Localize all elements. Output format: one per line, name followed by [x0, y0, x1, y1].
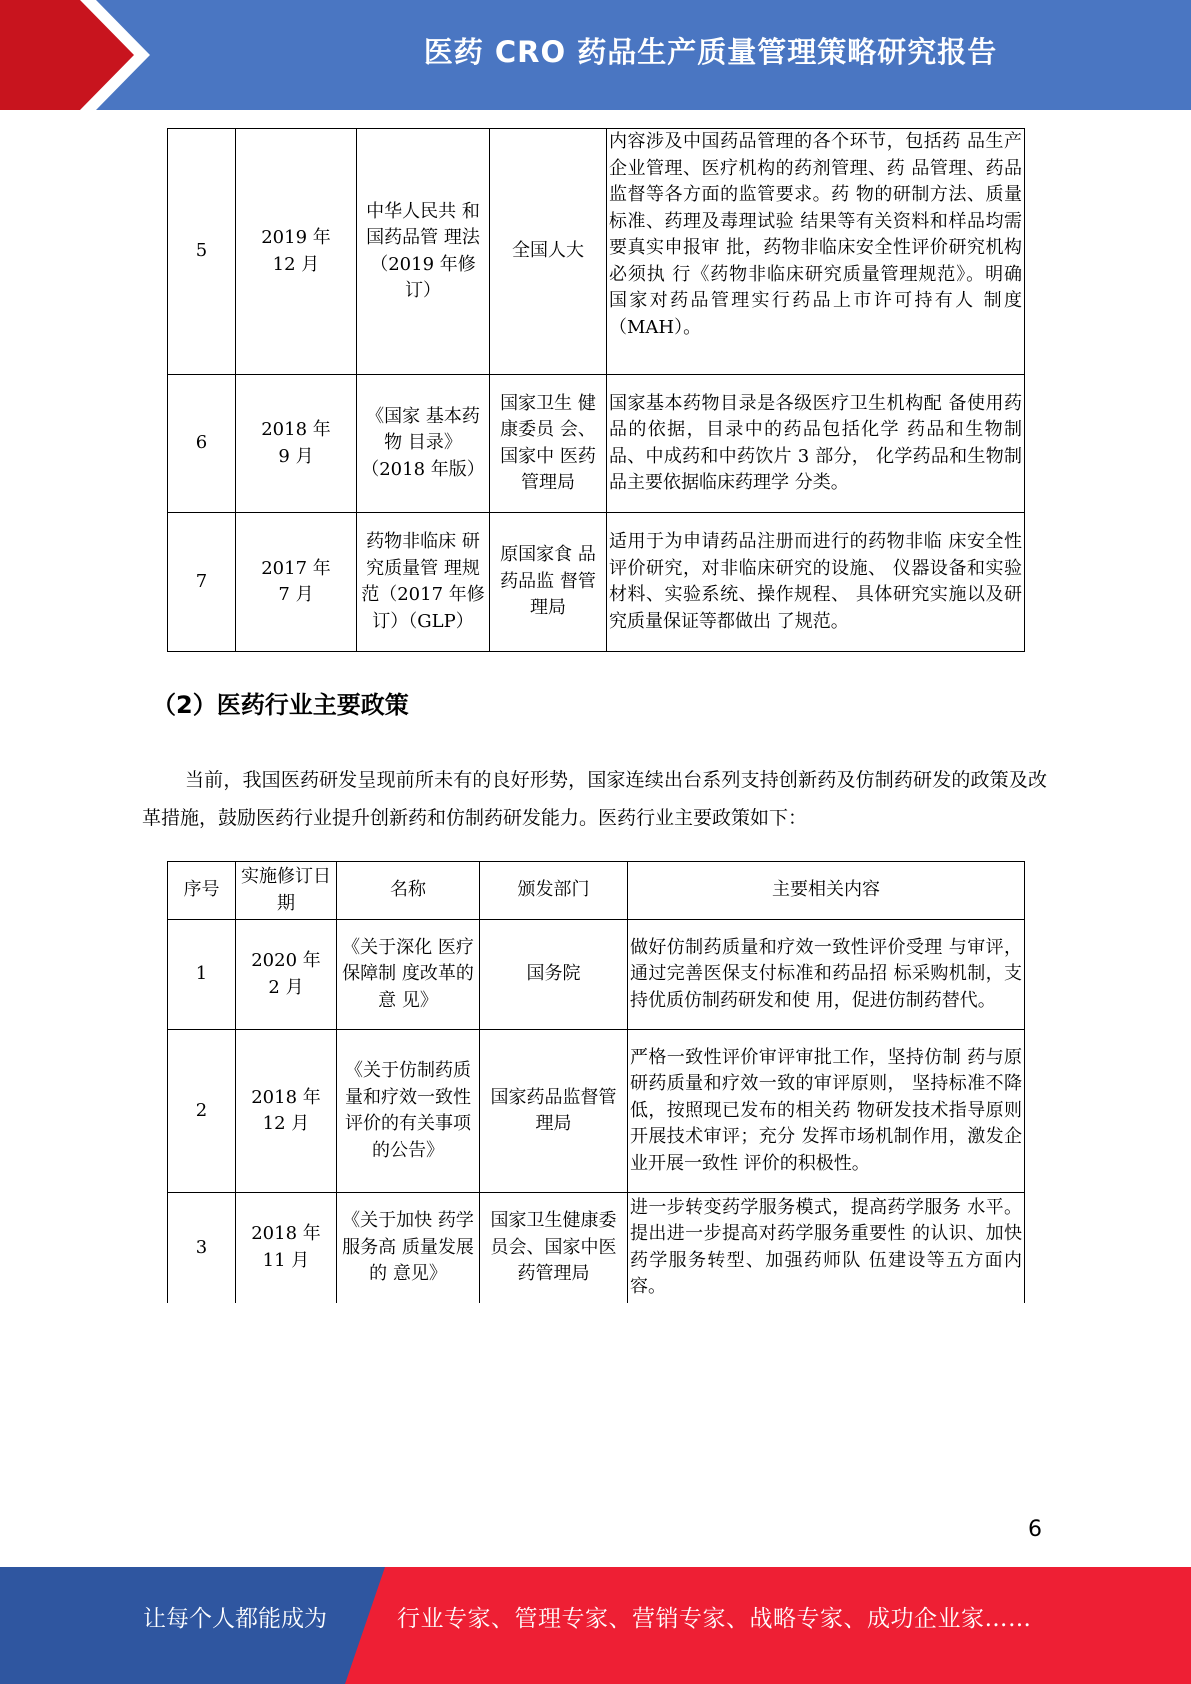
footer-slogan-left: 让每个人都能成为: [143, 1606, 327, 1632]
table-row: [168, 129, 1025, 375]
row-dept: 国家卫生 健康委员 会、国家中 医药管理局: [490, 375, 607, 513]
row-dept: 国家药品监督管理局: [480, 1030, 628, 1193]
row-name: 中华人民共 和国药品管 理法（2019 年修订）: [357, 129, 490, 375]
footer-slogan-right: 行业专家、管理专家、营销专家、战略专家、成功企业家……: [397, 1606, 1032, 1632]
row-dept: 原国家食 品药品监 督管理局: [490, 513, 607, 652]
row-number: 5: [168, 129, 236, 375]
footer-banner: [0, 1567, 1191, 1684]
section-heading: （2）医药行业主要政策: [152, 691, 409, 719]
row-number: 3: [168, 1193, 236, 1303]
row-content: 严格一致性评价审评审批工作，坚持仿制 药与原研药质量和疗效一致的审评原则， 坚持标准不降低，按照现已发布的相关药 物研发技术指导原则开展技术审评；充分 发挥市场机制作用，激发企业开展一致性 评价的积极性。: [628, 1030, 1025, 1193]
row-date: 2018 年 11 月: [236, 1193, 337, 1303]
row-content: 做好仿制药质量和疗效一致性评价受理 与审评，通过完善医保支付标准和药品招 标采购机制，支持优质仿制药研发和使 用，促进仿制药替代。: [628, 920, 1025, 1030]
table-row: [168, 1030, 1025, 1193]
row-dept: 国家卫生健康委员会、国家中医药管理局: [480, 1193, 628, 1303]
row-number: 1: [168, 920, 236, 1030]
row-number: 7: [168, 513, 236, 652]
row-date: 2018 年 9 月: [236, 375, 357, 513]
header-dept: 颁发部门: [480, 862, 628, 920]
row-content: 内容涉及中国药品管理的各个环节，包括药 品生产企业管理、医疗机构的药剂管理、药 品管理、药品监督等各方面的监管要求。药 物的研制方法、质量标准、药理及毒理试验 结果等有关资料和样品均需要真实申报审 批，药物非临床安全性评价研究机构必须执 行《药物非临床研究质量管理规范》。明确 国家对药品管理实行药品上市许可持有人 制度（MAH）。: [607, 129, 1025, 375]
page-number: 6: [1028, 1517, 1042, 1542]
table-row: [168, 920, 1025, 1030]
table-header-row: [168, 862, 1025, 920]
row-date: 2020 年 2 月: [236, 920, 337, 1030]
row-name: 《国家 基本药物 目录》（2018 年版）: [357, 375, 490, 513]
header-date: 实施修订日期: [236, 862, 337, 920]
row-dept: 国务院: [480, 920, 628, 1030]
row-name: 《关于仿制药质量和疗效一致性评价的有关事项的公告》: [337, 1030, 480, 1193]
row-number: 6: [168, 375, 236, 513]
header-content: 主要相关内容: [628, 862, 1025, 920]
row-name: 药物非临床 研究质量管 理规范（2017 年修订）（GLP）: [357, 513, 490, 652]
header-name: 名称: [337, 862, 480, 920]
header-banner: [0, 0, 1191, 110]
table-row: [168, 1193, 1025, 1303]
intro-paragraph: 当前，我国医药研发呈现前所未有的良好形势，国家连续出台系列支持创新药及仿制药研发的政策及改革措施，鼓励医药行业提升创新药和仿制药研发能力。医药行业主要政策如下：: [142, 769, 1047, 829]
row-name: 《关于深化 医疗保障制 度改革的意 见》: [337, 920, 480, 1030]
header-arrow-decoration: [0, 0, 150, 110]
row-date: 2019 年 12 月: [236, 129, 357, 375]
row-content: 国家基本药物目录是各级医疗卫生机构配 备使用药品的依据，目录中的药品包括化学 药品和生物制品、中成药和中药饮片 3 部分， 化学药品和生物制品主要依据临床药理学 分类。: [607, 375, 1025, 513]
row-date: 2018 年 12 月: [236, 1030, 337, 1193]
regulations-table: [167, 128, 1025, 652]
row-dept: 全国人大: [490, 129, 607, 375]
row-content: 进一步转变药学服务模式，提高药学服务 水平。提出进一步提高对药学服务重要性 的认识、加快药学服务转型、加强药师队 伍建设等五方面内容。: [628, 1193, 1025, 1303]
header-no: 序号: [168, 862, 236, 920]
row-date: 2017 年 7 月: [236, 513, 357, 652]
policies-table: [167, 861, 1025, 1303]
row-number: 2: [168, 1030, 236, 1193]
table-row: [168, 375, 1025, 513]
row-content: 适用于为申请药品注册而进行的药物非临 床安全性评价研究，对非临床研究的设施、 仪器设备和实验材料、实验系统、操作规程、 具体研究实施以及研究质量保证等都做出 了规范。: [607, 513, 1025, 652]
row-name: 《关于加快 药学服务高 质量发展的 意见》: [337, 1193, 480, 1303]
table-row: [168, 513, 1025, 652]
document-title: 医药 CRO 药品生产质量管理策略研究报告: [423, 34, 998, 69]
